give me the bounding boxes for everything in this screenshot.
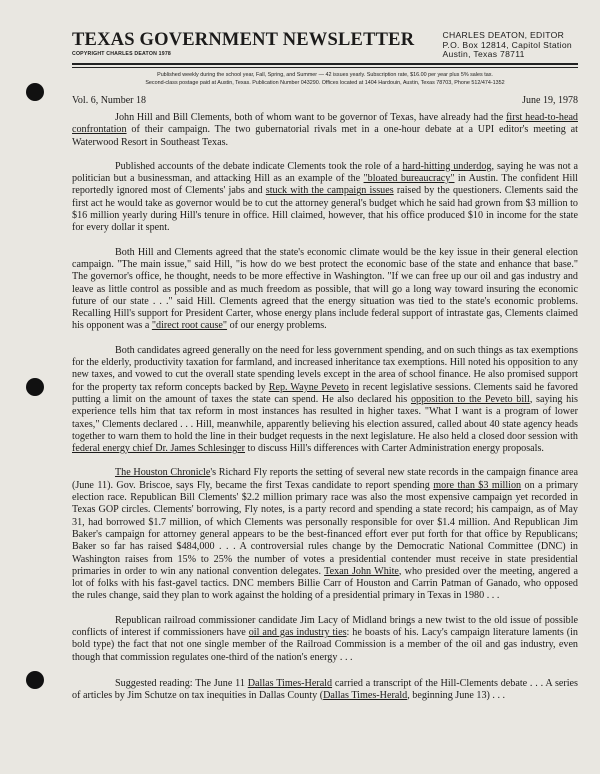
underlined-phrase: federal energy chief Dr. James Schlesinger <box>72 443 245 455</box>
text: on a primary election race. Republican Bill Clements' $2.2 million primary race was also the most expensive campaign yet recorded in Texas GOP circles. Clements' borrowing, Fly notes, is a party record and spending a state record; his campaign, as of May 31, had borrowed $1.7 million, of which Clements was personally responsible for over $1.4 million. And Republican Jim Baker's campaign for attorney general appears to be the best-financed effort ever put forth for that office by Republicans; Baker so far has raised $484,000 . . . A controversial rules change by the Democratic National Committee (DNC) in Washington raises from 15% to 25% the number of votes a presidential contender must receive in state presidential primaries in order to win any national convention delegates. <box>72 479 579 577</box>
paragraph-taxes <box>72 345 578 456</box>
punch-hole-top <box>26 83 44 101</box>
issue-line <box>72 95 578 106</box>
paragraph-suggested-reading <box>72 678 578 703</box>
text: Both candidates agreed generally on the need for less government spending, and on such things as tax exemptions for the elderly, productivity taxation for farmland, and increased inheritance tax exemptions. Hill noted his opposition to any new taxes, and vowed to cut the overall state spending levels except in the area of school finance. He also promised support for the property tax reform concepts backed by <box>72 344 578 393</box>
underlined-phrase: "direct root cause" <box>151 320 228 332</box>
underlined-phrase: Dallas Times-Herald <box>323 690 408 702</box>
paragraph-underdog <box>72 161 578 235</box>
underlined-phrase: Dallas Times-Herald <box>247 677 333 689</box>
text: , saying his experience tells him that tax reform in most instances has resulted in higher taxes. "What I want is a program of lower taxes," Clements declared . . . Hill, meanwhile, apparently believing his election assured, called about 40 state agency heads together to warn them to hold the line in their budget requests in the next legislature. He also held a closed door session with <box>72 393 578 442</box>
text: of our energy problems. <box>227 320 327 332</box>
paragraph-economy <box>72 247 578 333</box>
editor-address <box>442 31 572 60</box>
text: , who presided over the meeting, angered a lot of folks with his fast-gavel tactics. DNC members Billie Carr of Houston and Carrin Patman of Ganado, who opposed the rules change, said they plan to work against the holding of a presidential primary in Texas in 1980 . . . <box>72 565 578 602</box>
underlined-phrase: stuck with the campaign issues <box>265 185 394 197</box>
issue-date: June 19, 1978 <box>522 95 578 106</box>
volume-number: Vol. 6, Number 18 <box>72 95 146 106</box>
publication-info-line1: Published weekly during the school year, Fall, Spring, and Summer — 42 issues yearly. Subscription rate, $16.00 per year plus 5% sales tax. <box>157 72 493 78</box>
masthead <box>72 30 578 57</box>
text: raised by the questioners. Clements said the first act he would take as governor would be to cut the attorney general's budget which he said had grown from $3 million to $16 million yearly during Hill's tenure in office. Hill claimed, however, that his office produced $10 in income for the state for every dollar it spent. <box>72 185 578 234</box>
editor-city: Austin, Texas 78711 <box>442 49 525 59</box>
editor-box: P.O. Box 12814, Capitol Station <box>442 39 572 50</box>
paragraph-railroad-commission <box>72 615 578 664</box>
masthead-rule-thick <box>72 63 578 65</box>
publication-info-line2: Second-class postage paid at Austin, Texas. Publication Number 043290. Offices located at 1404 Hardouin, Austin, Texas 78703, Phone 512/474-1352 <box>145 79 505 86</box>
underlined-phrase: hard-hitting underdog <box>402 160 492 172</box>
newsletter-title: TEXAS GOVERNMENT NEWSLETTER <box>72 30 415 50</box>
underlined-phrase: more than $3 million <box>433 479 522 491</box>
text: : he boasts of his. Lacy's campaign literature laments (in bold type) the fact that not one single member of the Railroad Commission is a member of the oil and gas industry, even though that commission regulates one-third of the nation's energy . . . <box>72 626 578 663</box>
article-body <box>72 112 578 714</box>
text: , saying he was not a politician but a businessman, and attacking Hill as an example of the <box>72 160 579 185</box>
text: Suggested reading: The June 11 <box>115 677 248 689</box>
text: to discuss Hill's differences with Carter Administration energy proposals. <box>245 443 544 455</box>
text: John Hill and Bill Clements, both of whom want to be governor of Texas, have already had the <box>115 112 507 123</box>
underlined-phrase: oil and gas industry ties <box>248 626 347 638</box>
text: 's Richard Fly reports the setting of several new state records in the campaign finance area (June 11). Gov. Briscoe, says Fly, became the first Texas candidate to report spending <box>72 467 578 491</box>
editor-name: CHARLES DEATON, EDITOR <box>442 30 565 40</box>
underlined-phrase: opposition to the Peveto bill <box>410 393 530 405</box>
text: in Austin. The confident Hill reportedly ignored most of Clements' jabs and <box>72 173 578 197</box>
underlined-phrase: The Houston Chronicle <box>115 467 211 479</box>
paragraph-campaign-finance <box>72 467 578 602</box>
paragraph-debate <box>72 112 578 149</box>
underlined-phrase: "bloated bureaucracy" <box>363 173 455 185</box>
text: carried a transcript of the Hill-Clements debate . . . A series of articles by Jim Schutze on tax inequities in Dallas County ( <box>72 677 578 702</box>
text: Both Hill and Clements agreed that the state's economic climate would be the key issue in their general election campaign. "The main issue," said Hill, "is how do we best protect the economic base of the state and enhance that base." The governor's office, he thought, needs to be more effective in Washington. "If we can free up our oil and gas industry and leave as little control as possible and as much freedom as possible, that will go a long way toward insuring the economic future of our state . . ." said Hill. Clements agreed that the energy situation was tied to the state's economic problems. Recalling Hill's support for President Carter, whose energy plans include federal support of intrastate gas, Clements claimed his opponent was a <box>72 246 578 332</box>
text: in recent legislative sessions. Clements said he favored putting a limit on the amount of taxes the state can spend. He also declared his <box>72 381 578 405</box>
text: , beginning June 13) . . . <box>407 690 506 702</box>
text: of their campaign. The two gubernatorial rivals met in a one-hour debate at a UPI editor's meeting at Waterwood Resort in Southeast Texas. <box>72 124 578 148</box>
text: Published accounts of the debate indicate Clements took the role of a <box>115 160 403 172</box>
punch-hole-bottom <box>26 671 44 689</box>
copyright-line: COPYRIGHT CHARLES DEATON 1978 <box>72 51 171 57</box>
text: Republican railroad commissioner candidate Jim Lacy of Midland brings a new twist to the old issue of possible conflicts of interest if commissioners have <box>72 614 578 638</box>
publication-info <box>72 72 578 87</box>
underlined-phrase: first head-to-head confrontation <box>72 112 578 136</box>
masthead-rule-thin <box>72 67 578 68</box>
punch-hole-middle <box>26 378 44 396</box>
underlined-phrase: Texan John White <box>324 565 399 577</box>
underlined-phrase: Rep. Wayne Peveto <box>268 381 349 393</box>
